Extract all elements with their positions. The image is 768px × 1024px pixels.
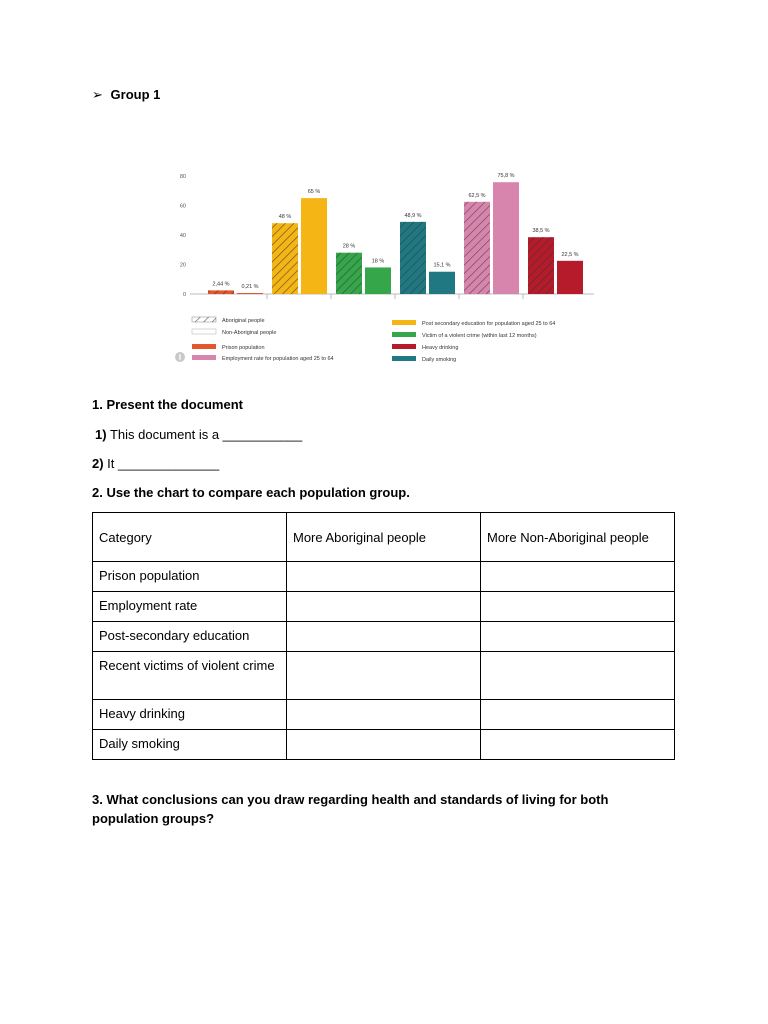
answer-cell[interactable]: [287, 622, 481, 652]
legend-swatch-hatch: [192, 317, 216, 322]
bar-chart: [170, 160, 600, 375]
header-more-non-aboriginal: More Non-Aboriginal people: [481, 513, 675, 562]
answer-cell[interactable]: [287, 562, 481, 592]
bar-hatch: [400, 222, 426, 294]
bar: [493, 182, 519, 294]
answer-cell[interactable]: [481, 730, 675, 760]
question-2-title: 2. Use the chart to compare each population group.: [92, 485, 410, 500]
row-category: Heavy drinking: [93, 700, 287, 730]
y-tick-label: 0: [182, 292, 186, 298]
data-label: 65 %: [307, 189, 321, 196]
question-1-line-1: [95, 427, 302, 442]
bar: [237, 293, 263, 294]
line-1-number: 1): [95, 427, 107, 442]
legend-label: Post secondary education for population aged 25 to 64: [422, 321, 556, 327]
group-label: Group 1: [110, 87, 161, 102]
y-tick-label: 40: [179, 233, 186, 239]
comparison-table: [92, 512, 675, 760]
legend-swatch: [192, 329, 216, 334]
legend-label: Daily smoking: [422, 357, 457, 363]
legend-swatch: [392, 320, 416, 325]
bar: [557, 261, 583, 294]
data-label: 48 %: [278, 214, 292, 221]
answer-cell[interactable]: [287, 592, 481, 622]
answer-cell[interactable]: [287, 730, 481, 760]
bar: [365, 267, 391, 294]
y-tick-label: 80: [179, 174, 186, 180]
data-label: 18 %: [371, 258, 385, 265]
table-row: [93, 730, 675, 760]
answer-cell[interactable]: [481, 562, 675, 592]
info-icon: [175, 352, 185, 362]
legend-swatch: [392, 356, 416, 361]
legend-label: Aboriginal people: [222, 318, 265, 324]
row-category: Employment rate: [93, 592, 287, 622]
header-category: Category: [93, 513, 287, 562]
table-row: [93, 652, 675, 700]
row-category: Post-secondary education: [93, 622, 287, 652]
question-3-title: 3. What conclusions can you draw regarding health and standards of living for both population groups?: [92, 792, 609, 826]
table-header-row: [93, 513, 675, 562]
line-2-number: 2): [92, 456, 104, 471]
legend-label: Heavy drinking: [422, 345, 459, 351]
answer-cell[interactable]: [287, 652, 481, 700]
legend-swatch: [392, 332, 416, 337]
data-label: 48,9 %: [404, 212, 422, 219]
legend-label: Non-Aboriginal people: [222, 330, 277, 336]
legend-swatch: [392, 344, 416, 349]
y-tick-label: 20: [179, 262, 186, 269]
table-row: [93, 622, 675, 652]
data-label: 2,44 %: [212, 281, 230, 288]
answer-cell[interactable]: [481, 592, 675, 622]
data-label: 75,8 %: [497, 173, 515, 180]
answer-cell[interactable]: [481, 652, 675, 700]
legend-label: Prison population: [222, 345, 265, 351]
bar-hatch: [528, 237, 554, 294]
bar-hatch: [272, 223, 298, 294]
row-category: Prison population: [93, 562, 287, 592]
row-category: Recent victims of violent crime: [93, 652, 287, 700]
legend-label: Employment rate for population aged 25 to 64: [222, 356, 334, 362]
bar-hatch: [208, 290, 234, 294]
bar-hatch: [464, 202, 490, 294]
arrow-bullet-icon: ➢: [92, 87, 103, 102]
table-row: [93, 562, 675, 592]
legend-swatch: [192, 344, 216, 349]
data-label: 28 %: [342, 243, 356, 250]
bar: [301, 198, 327, 294]
table-row: [93, 700, 675, 730]
answer-cell[interactable]: [481, 700, 675, 730]
legend-label: Victim of a violent crime (within last 12 months): [422, 333, 537, 339]
data-label: 0,21 %: [241, 284, 259, 290]
legend-swatch: [192, 355, 216, 360]
data-label: 22,5 %: [561, 251, 579, 258]
group-heading: [92, 87, 160, 103]
y-tick-label: 60: [179, 203, 186, 210]
question-1-title: 1. Present the document: [92, 397, 243, 412]
bar: [429, 272, 455, 294]
line-1-text: This document is a ___________: [106, 427, 303, 442]
line-2-text: It ______________: [103, 456, 220, 471]
data-label: 38,5 %: [532, 228, 550, 235]
data-label: 62,5 %: [468, 192, 486, 199]
answer-cell[interactable]: [481, 622, 675, 652]
question-1-line-2: [92, 456, 219, 471]
answer-cell[interactable]: [287, 700, 481, 730]
bar-hatch: [336, 253, 362, 294]
info-icon-glyph: i: [178, 352, 182, 362]
data-label: 15,1 %: [433, 262, 451, 269]
table-row: [93, 592, 675, 622]
row-category: Daily smoking: [93, 730, 287, 760]
header-more-aboriginal: More Aboriginal people: [287, 513, 481, 562]
